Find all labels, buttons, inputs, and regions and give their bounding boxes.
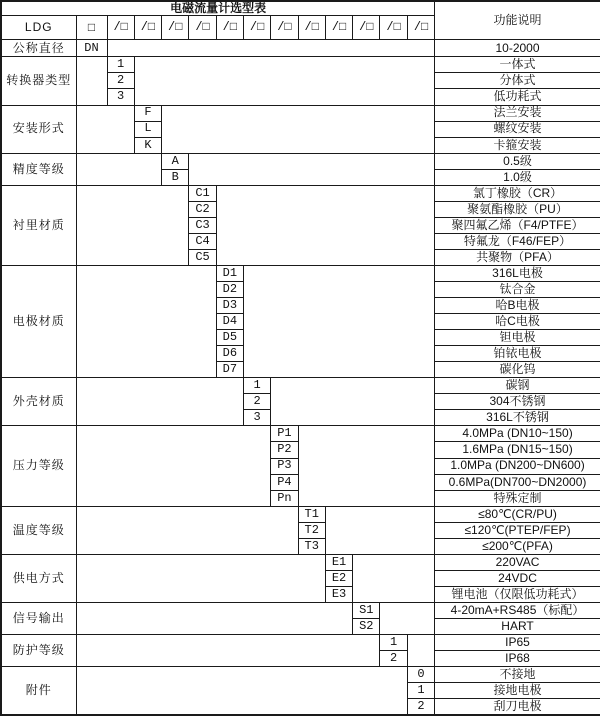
left-filler [76,153,162,185]
model-code-slot: /□ [353,16,380,40]
right-filler [353,554,435,602]
model-code-slot: /□ [325,16,352,40]
code-cell: 3 [243,410,270,426]
code-cell: E2 [325,570,352,586]
model-code-slot: /□ [407,16,435,40]
description-cell: 316L电极 [435,265,600,281]
left-filler [76,635,380,667]
description-cell: 锂电池（仅限低功耗式） [435,586,600,602]
description-cell: 不接地 [435,667,600,683]
code-cell: D2 [216,282,243,298]
code-cell: 1 [407,683,435,699]
code-cell: 1 [107,57,134,73]
description-cell: 聚氨酯橡胶（PU） [435,201,600,217]
description-cell: 220VAC [435,554,600,570]
left-filler [76,378,243,426]
code-cell: B [162,169,189,185]
option-row [1,265,600,281]
description-cell: IP65 [435,635,600,651]
code-cell: S1 [353,602,380,618]
description-cell: 分体式 [435,73,600,89]
right-filler [380,602,435,634]
category-label: 供电方式 [1,554,76,602]
category-label: 附件 [1,667,76,715]
diameter-desc: 10-2000 [435,40,600,57]
code-cell: C3 [189,217,216,233]
code-cell: E3 [325,586,352,602]
category-label: 温度等级 [1,506,76,554]
description-cell: 特氟龙（F46/FEP） [435,233,600,249]
description-cell: 刮刀电极 [435,699,600,715]
left-filler [76,57,107,105]
category-label: 转换器类型 [1,57,76,105]
model-code-slot: /□ [298,16,325,40]
description-cell: 碳钢 [435,378,600,394]
category-label: 外壳材质 [1,378,76,426]
description-cell: 卡箍安装 [435,137,600,153]
code-cell: 2 [407,699,435,715]
option-row [1,506,600,522]
diameter-code: DN [76,40,107,57]
option-row [1,602,600,618]
model-code-slot: /□ [134,16,161,40]
option-row [1,153,600,169]
code-cell: D4 [216,314,243,330]
code-cell: S2 [353,619,380,635]
code-cell: Pn [271,490,298,506]
description-cell: IP68 [435,651,600,667]
left-filler [76,105,134,153]
category-label: 精度等级 [1,153,76,185]
option-row [1,105,600,121]
code-cell: D7 [216,362,243,378]
right-filler [325,506,434,554]
code-cell: P1 [271,426,298,442]
model-code-slot: /□ [243,16,270,40]
code-cell: D1 [216,265,243,281]
description-cell: 钽电极 [435,330,600,346]
option-row [1,426,600,442]
code-cell: E1 [325,554,352,570]
description-cell: 氯丁橡胶（CR） [435,185,600,201]
description-cell: 1.6MPa (DN15~150) [435,442,600,458]
left-filler [76,185,189,265]
category-label: 衬里材质 [1,185,76,265]
code-cell: 0 [407,667,435,683]
description-cell: 哈B电极 [435,298,600,314]
code-cell: D6 [216,346,243,362]
model-code-slot: /□ [380,16,407,40]
description-cell: 1.0MPa (DN200~DN600) [435,458,600,474]
description-cell: 4-20mA+RS485（标配） [435,602,600,618]
title-row [1,1,600,16]
model-code-slot: /□ [189,16,216,40]
code-cell: C4 [189,233,216,249]
category-label: 电极材质 [1,265,76,377]
code-cell: 1 [243,378,270,394]
description-cell: 哈C电极 [435,314,600,330]
description-cell: ≤120℃(PTEP/FEP) [435,522,600,538]
code-cell: K [134,137,161,153]
description-cell: 共聚物（PFA） [435,249,600,265]
code-cell: 1 [380,635,407,651]
model-code-slot: /□ [162,16,189,40]
description-cell: HART [435,619,600,635]
description-cell: 24VDC [435,570,600,586]
right-filler [271,378,435,426]
code-cell: 2 [107,73,134,89]
code-cell: 3 [107,89,134,105]
description-cell: ≤200℃(PFA) [435,538,600,554]
code-cell: 2 [380,651,407,667]
description-cell: 1.0级 [435,169,600,185]
model-checkbox: □ [76,16,107,40]
code-cell: C2 [189,201,216,217]
description-cell: 0.5级 [435,153,600,169]
left-filler [76,265,216,377]
description-cell: 螺纹安装 [435,121,600,137]
right-filler [189,153,435,185]
code-cell: L [134,121,161,137]
model-code-slot: /□ [216,16,243,40]
description-cell: 304不锈钢 [435,394,600,410]
right-filler [216,185,435,265]
right-filler [243,265,434,377]
option-row [1,554,600,570]
code-cell: T3 [298,538,325,554]
option-row [1,635,600,651]
category-label: 压力等级 [1,426,76,506]
table-title: 电磁流量计选型表 [1,1,435,16]
option-row [1,667,600,683]
left-filler [76,554,325,602]
model-prefix: LDG [1,16,76,40]
description-cell: 铂铱电极 [435,346,600,362]
category-label: 信号输出 [1,602,76,634]
code-cell: F [134,105,161,121]
description-cell: ≤80℃(CR/PU) [435,506,600,522]
category-label: 安装形式 [1,105,76,153]
description-cell: 一体式 [435,57,600,73]
left-filler [76,426,271,506]
code-cell: T1 [298,506,325,522]
description-cell: 钛合金 [435,282,600,298]
description-cell: 聚四氟乙烯（F4/PTFE） [435,217,600,233]
function-column-header: 功能说明 [435,1,600,40]
code-cell: D5 [216,330,243,346]
description-cell: 0.6MPa(DN700~DN2000) [435,474,600,490]
option-row [1,378,600,394]
option-row [1,185,600,201]
description-cell: 低功耗式 [435,89,600,105]
diameter-filler [107,40,435,57]
code-cell: T2 [298,522,325,538]
right-filler [162,105,435,153]
category-label: 防护等级 [1,635,76,667]
right-filler [134,57,434,105]
model-code-slot: /□ [271,16,298,40]
code-cell: 2 [243,394,270,410]
description-cell: 法兰安装 [435,105,600,121]
description-cell: 碳化钨 [435,362,600,378]
description-cell: 316L不锈钢 [435,410,600,426]
left-filler [76,506,298,554]
code-cell: C5 [189,249,216,265]
code-cell: A [162,153,189,169]
code-cell: P4 [271,474,298,490]
left-filler [76,667,407,715]
diameter-row [1,40,600,57]
description-cell: 特殊定制 [435,490,600,506]
description-cell: 接地电极 [435,683,600,699]
option-row [1,57,600,73]
diameter-label: 公称直径 [1,40,76,57]
code-cell: C1 [189,185,216,201]
model-code-slot: /□ [107,16,134,40]
code-cell: D3 [216,298,243,314]
description-cell: 4.0MPa (DN10~150) [435,426,600,442]
code-cell: P2 [271,442,298,458]
right-filler [298,426,435,506]
right-filler [407,635,435,667]
code-cell: P3 [271,458,298,474]
left-filler [76,602,353,634]
